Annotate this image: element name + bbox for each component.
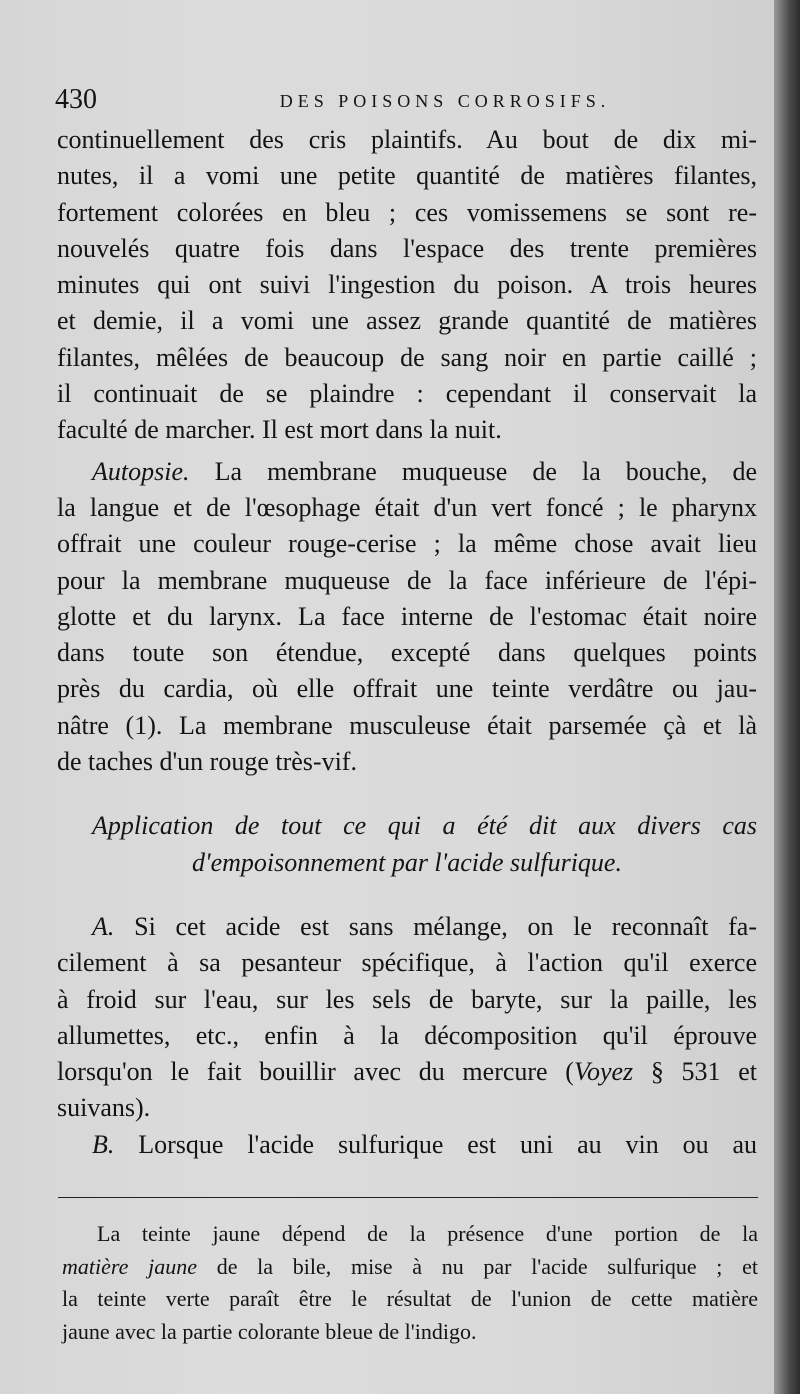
- autopsie-label: Autopsie.: [92, 456, 190, 486]
- page-header: [55, 85, 755, 115]
- paragraph-a: [57, 909, 757, 1127]
- text-line: dans toute son étendue, excepté dans quelques points: [57, 638, 757, 668]
- text-line: offrait une couleur rouge-cerise ; la même chose avait lieu: [57, 529, 757, 559]
- text-line: minutes qui ont suivi l'ingestion du poison. A trois heures: [57, 270, 757, 300]
- footnote-italic-term: matière jaune: [62, 1253, 197, 1279]
- text-line: la langue et de l'œsophage était d'un vert foncé ; le pharynx: [57, 492, 757, 522]
- text-line: de taches d'un rouge très-vif.: [57, 747, 357, 777]
- heading-line: Application de tout ce qui a été dit aux divers cas: [92, 811, 757, 841]
- text-line: allumettes, etc., enfin à la décomposition qu'il éprouve: [57, 1020, 757, 1050]
- text-line: nutes, il a vomi une petite quantité de matières filantes,: [57, 161, 757, 191]
- text-line: Autopsie. La membrane muqueuse de la bouche, de: [92, 456, 757, 486]
- text-line: près du cardia, où elle offrait une teinte verdâtre ou jau-: [57, 674, 757, 704]
- text-line: filantes, mêlées de beaucoup de sang noir en partie caillé ;: [57, 342, 757, 372]
- text-line: A. Si cet acide est sans mélange, on le reconnaît fa-: [92, 911, 757, 941]
- text-line: nouvelés quatre fois dans l'espace des trente premières: [57, 233, 757, 263]
- paragraph-b: [57, 1127, 757, 1163]
- footnote: [62, 1218, 758, 1348]
- text-line: suivans).: [57, 1093, 151, 1123]
- page-edge-shadow: [774, 0, 800, 1394]
- paragraph-autopsie: [57, 454, 757, 781]
- page-number: 430: [55, 84, 97, 115]
- text-line: et demie, il a vomi une assez grande quantité de matières: [57, 306, 757, 336]
- text-line: pour la membrane muqueuse de la face inférieure de l'épi-: [57, 565, 757, 595]
- section-heading: [57, 808, 757, 881]
- footnote-line: La teinte jaune dépend de la présence d'une portion de la: [97, 1221, 758, 1246]
- footnote-rule: [58, 1197, 758, 1198]
- paragraph-label-a: A.: [92, 911, 115, 941]
- footnote-line: matière jaune de la bile, mise à nu par l'acide sulfurique ; et: [62, 1253, 759, 1279]
- voyez-reference: Voyez: [573, 1057, 634, 1087]
- text-line: cilement à sa pesanteur spécifique, à l'action qu'il exerce: [57, 948, 757, 978]
- footnote-line: la teinte verte paraît être le résultat de l'union de cette matière: [62, 1286, 758, 1311]
- text-line: glotte et du larynx. La face interne de l'estomac était noire: [57, 601, 757, 631]
- text-line: nâtre (1). La membrane musculeuse était parsemée çà et là: [57, 710, 757, 740]
- body-text: [57, 122, 757, 1163]
- paragraph-clinical-observation: [57, 122, 757, 449]
- text-line: à froid sur l'eau, sur les sels de baryte, sur la paille, les: [57, 984, 757, 1014]
- paragraph-label-b: B.: [92, 1129, 115, 1159]
- text-line: faculté de marcher. Il est mort dans la nuit.: [57, 415, 502, 445]
- text-line: fortement colorées en bleu ; ces vomissemens se sont re-: [57, 197, 757, 227]
- text-line: continuellement des cris plaintifs. Au bout de dix mi-: [57, 125, 757, 154]
- text-line: B. Lorsque l'acide sulfurique est uni au vin ou au: [92, 1129, 757, 1159]
- text-line: lorsqu'on le fait bouillir avec du mercure (Voyez § 531 et: [57, 1057, 758, 1087]
- heading-line: d'empoisonnement par l'acide sulfurique.: [192, 847, 622, 877]
- footnote-line: jaune avec la partie colorante bleue de l'indigo.: [62, 1318, 477, 1344]
- text-line: il continuait de se plaindre : cependant il conservait la: [57, 379, 757, 409]
- running-title: DES POISONS CORROSIFS.: [279, 91, 611, 111]
